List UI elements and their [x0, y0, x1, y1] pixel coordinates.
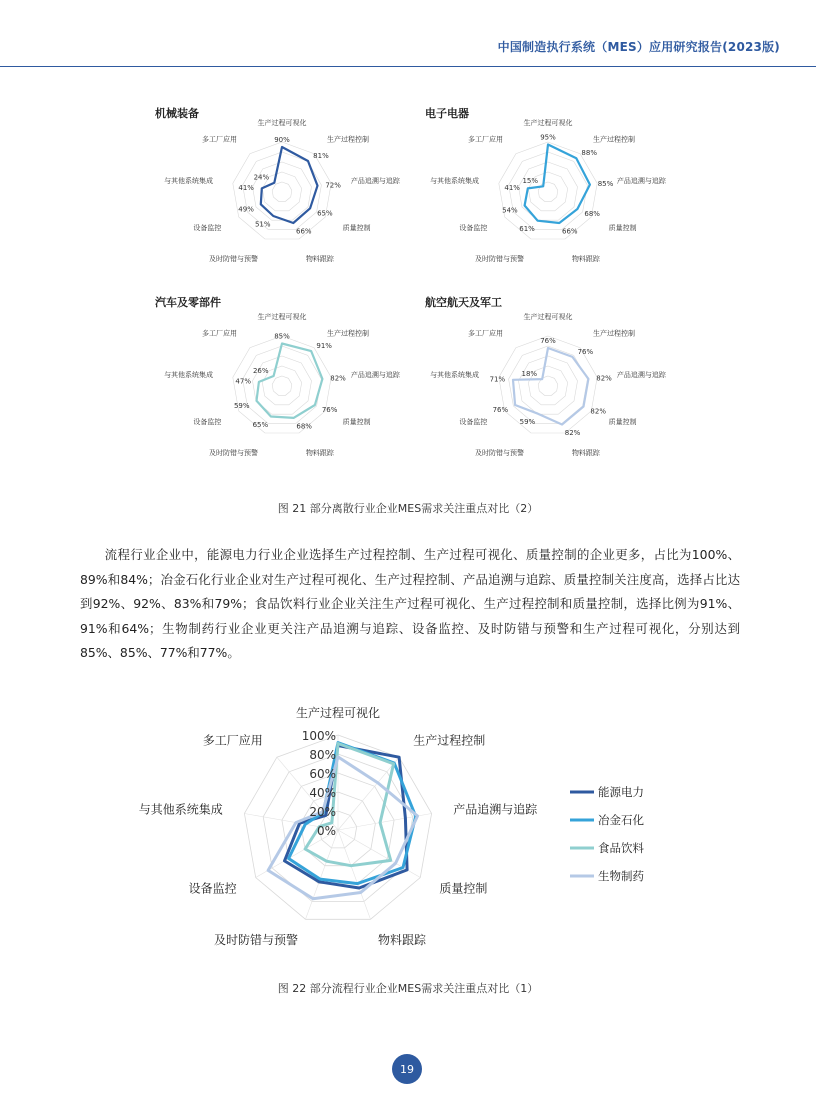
- small-radar-title: 机械装备: [155, 107, 199, 120]
- radar-category-label: 物料跟踪: [305, 254, 334, 263]
- radar-category-label: 生产过程可视化: [523, 313, 573, 321]
- radar-data-label: 82%: [564, 429, 581, 438]
- radar-data-label: 76%: [321, 406, 338, 414]
- radar-category-label: 产品追溯与追踪: [616, 370, 666, 379]
- radar-category-label: 生产过程可视化: [523, 119, 573, 127]
- radar-data-label: 59%: [233, 401, 250, 410]
- small-radar-title: 电子电器: [425, 107, 469, 120]
- radar-category-label: 物料跟踪: [305, 448, 334, 457]
- radar-data-label: 61%: [519, 225, 535, 234]
- radar-tick-label: 20%: [309, 805, 336, 819]
- radar-data-label: 24%: [253, 173, 270, 182]
- radar-category-label: 设备监控: [193, 224, 222, 232]
- radar-category-label: 生产过程可视化: [257, 313, 307, 321]
- radar-category-label: 质量控制: [342, 418, 371, 426]
- radar-grid-ring: [272, 182, 292, 201]
- radar-data-label: 88%: [581, 149, 597, 158]
- radar-data-label: 82%: [590, 407, 606, 416]
- radar-data-label: 68%: [296, 422, 312, 431]
- radar-data-label: 59%: [519, 418, 536, 427]
- radar-category-label: 生产过程控制: [326, 329, 369, 338]
- radar-category-label: 生产过程控制: [326, 135, 369, 144]
- radar-category-label: 质量控制: [608, 224, 637, 232]
- radar-category-label: 生产过程控制: [592, 329, 635, 338]
- radar-category-label: 设备监控: [193, 418, 222, 426]
- radar-data-label: 72%: [325, 181, 341, 190]
- radar-data-label: 15%: [522, 177, 539, 186]
- radar-category-label: 与其他系统集成: [430, 370, 480, 379]
- radar-data-label: 82%: [596, 374, 612, 383]
- radar-data-label: 82%: [330, 374, 346, 383]
- radar-category-label: 物料跟踪: [571, 448, 600, 457]
- radar-data-label: 49%: [238, 205, 254, 214]
- body-paragraph: 流程行业企业中，能源电力行业企业选择生产过程控制、生产过程可视化、质量控制的企业更多，占比为100%、89%和84%；冶金石化行业企业对生产过程可视化、生产过程控制、产品追溯与追踪、质量控制关注度高，选择占比达到92%、92%、83%和79%；食品饮料行业企业关注生产过程可视化、生产过程控制和质量控制，选择比例为91%、91%和64%；生物制药行业企业更关注产品追溯与追踪、设备监控、及时防错与预警和生产过程可视化，分别达到85%、85%、77%和77%。: [80, 547, 740, 660]
- radar-category-label: 多工厂应用: [202, 329, 238, 338]
- radar-series-4: [268, 757, 417, 899]
- radar-category-label: 多工厂应用: [468, 135, 504, 144]
- radar-category-label: 生产过程可视化: [257, 119, 307, 127]
- radar-category-label: 产品追溯与追踪: [350, 370, 400, 379]
- radar-tick-label: 60%: [309, 767, 336, 781]
- report-header-title: 中国制造执行系统（MES）应用研究报告(2023版): [497, 40, 780, 54]
- radar-category-label: 多工厂应用: [202, 733, 263, 748]
- radar-category-label: 与其他系统集成: [430, 176, 480, 185]
- small-radar-title: 汽车及零部件: [155, 296, 221, 309]
- radar-grid-ring: [509, 152, 588, 230]
- radar-category-label: 设备监控: [459, 224, 488, 232]
- radar-tick-label: 0%: [316, 824, 336, 838]
- radar-category-label: 与其他系统集成: [164, 370, 214, 379]
- radar-category-label: 产品追溯与追踪: [350, 176, 400, 185]
- radar-grid-ring: [243, 346, 322, 424]
- radar-data-label: 95%: [540, 133, 556, 142]
- radar-category-label: 多工厂应用: [202, 135, 238, 144]
- legend-label: 生物制药: [598, 869, 644, 883]
- radar-data-label: 65%: [252, 421, 269, 430]
- radar-category-label: 多工厂应用: [468, 329, 504, 338]
- radar-data-label: 76%: [577, 347, 594, 356]
- page-number-badge: [392, 1054, 422, 1084]
- radar-grid-ring: [272, 376, 292, 395]
- radar-data-label: 41%: [238, 184, 254, 193]
- radar-tick-label: 80%: [309, 748, 336, 762]
- radar-category-label: 与其他系统集成: [138, 802, 223, 817]
- radar-tick-label: 40%: [309, 786, 336, 800]
- radar-data-label: 65%: [317, 209, 333, 218]
- radar-category-label: 及时防错与预警: [475, 448, 525, 457]
- radar-data-label: 66%: [296, 227, 312, 236]
- radar-category-label: 质量控制: [608, 418, 637, 426]
- radar-data-label: 54%: [502, 206, 518, 215]
- radar-category-label: 生产过程控制: [413, 733, 486, 748]
- radar-category-label: 物料跟踪: [378, 932, 427, 947]
- radar-tick-label: 100%: [301, 729, 336, 743]
- radar-category-label: 设备监控: [459, 418, 488, 426]
- radar-data-label: 76%: [540, 337, 556, 345]
- legend-label: 能源电力: [598, 785, 644, 799]
- radar-category-label: 物料跟踪: [571, 254, 600, 263]
- radar-category-label: 及时防错与预警: [209, 448, 259, 457]
- radar-category-label: 生产过程控制: [592, 135, 635, 144]
- radar-data-label: 90%: [274, 136, 290, 144]
- radar-category-label: 生产过程可视化: [295, 706, 381, 720]
- radar-data-label: 41%: [504, 184, 520, 193]
- radar-category-label: 质量控制: [439, 881, 488, 896]
- radar-data-label: 76%: [492, 406, 509, 414]
- legend-label: 冶金石化: [598, 813, 644, 827]
- radar-category-label: 产品追溯与追踪: [453, 802, 538, 817]
- radar-data-label: 26%: [252, 366, 269, 375]
- radar-data-label: 91%: [316, 342, 332, 351]
- radar-series-line: [261, 147, 318, 223]
- small-radar-title: 航空航天及军工: [425, 296, 502, 309]
- radar-series-line: [513, 348, 588, 425]
- radar-data-label: 85%: [274, 332, 290, 341]
- radar-data-label: 68%: [584, 210, 600, 218]
- radar-data-label: 85%: [597, 180, 614, 189]
- radar-data-label: 51%: [254, 220, 271, 229]
- radar-grid-ring: [519, 356, 578, 414]
- radar-category-label: 质量控制: [342, 224, 371, 232]
- radar-category-label: 及时防错与预警: [209, 254, 259, 263]
- radar-spoke: [338, 830, 371, 919]
- radar-data-label: 66%: [562, 227, 578, 236]
- radar-data-label: 18%: [521, 369, 538, 378]
- figure-21-caption: 图 21 部分离散行业企业MES需求关注重点对比（2）: [277, 502, 539, 515]
- radar-category-label: 设备监控: [188, 881, 237, 896]
- legend-label: 食品饮料: [598, 841, 644, 855]
- radar-category-label: 及时防错与预警: [213, 932, 298, 947]
- radar-data-label: 81%: [313, 151, 329, 160]
- page-number: 19: [400, 1062, 414, 1076]
- radar-data-label: 71%: [489, 375, 506, 384]
- radar-category-label: 及时防错与预警: [475, 254, 525, 263]
- radar-category-label: 产品追溯与追踪: [616, 176, 666, 185]
- figure-22-caption: 图 22 部分流程行业企业MES需求关注重点对比（1）: [277, 982, 539, 995]
- radar-category-label: 与其他系统集成: [164, 176, 214, 185]
- radar-grid-ring: [538, 182, 558, 201]
- radar-data-label: 47%: [235, 377, 251, 386]
